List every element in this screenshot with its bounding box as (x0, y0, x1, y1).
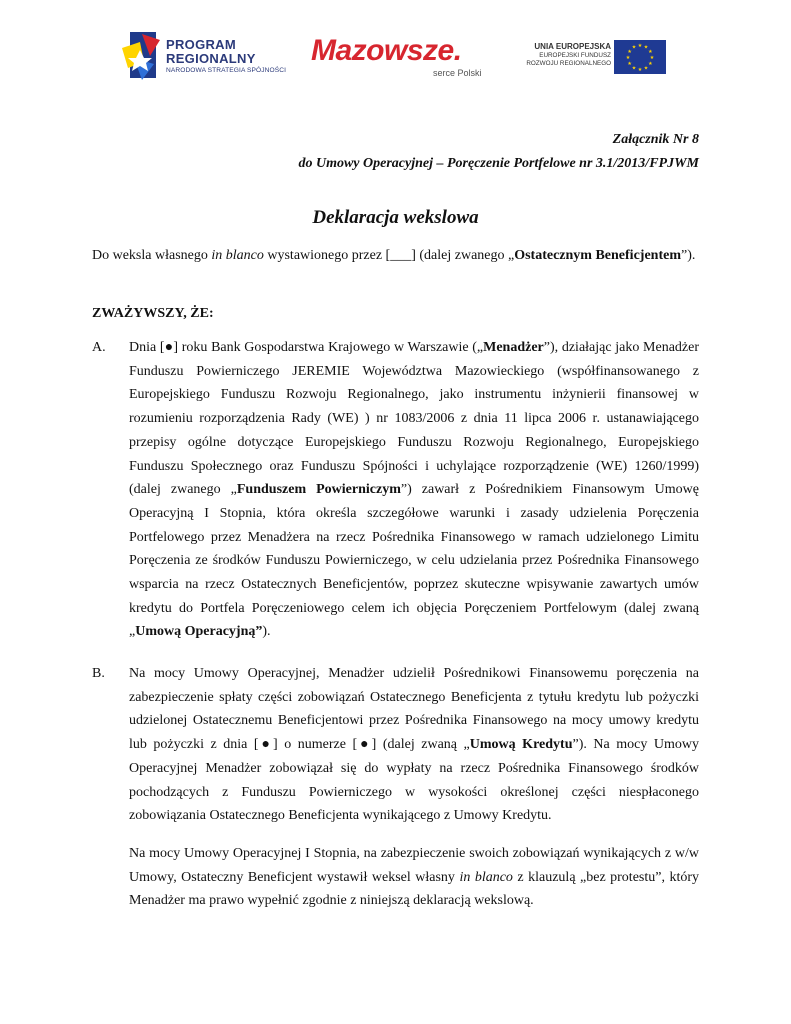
recital-b-p2-t3: z klauzulą „bez protestu”, który Menadżer ma prawo wypełnić zgodnie z niniejszą deklaracją wekslową. (129, 869, 699, 909)
mazowsze-tagline: serce Polski (433, 68, 482, 78)
program-emblem-icon (120, 28, 164, 84)
recital-a-manager-term: Menadżer (483, 340, 544, 355)
program-regionalny-logo (120, 28, 295, 84)
svg-text:★: ★ (637, 43, 643, 49)
svg-text:★: ★ (631, 44, 637, 51)
intro-beneficiary-term: Ostatecznym Beneficjentem (514, 248, 681, 263)
intro-paragraph (92, 244, 699, 268)
svg-text:★: ★ (648, 61, 653, 67)
svg-text:★: ★ (643, 65, 649, 72)
program-line1: PROGRAM (166, 37, 236, 52)
svg-text:★: ★ (643, 44, 649, 51)
program-line3: NARODOWA STRATEGIA SPÓJNOŚCI (166, 67, 287, 74)
svg-text:★: ★ (631, 65, 637, 72)
eu-text (515, 42, 611, 68)
intro-text-5: ”). (681, 248, 696, 263)
recital-a-fund-term: Funduszem Powierniczym (236, 482, 401, 498)
recital-b-label: B. (92, 666, 105, 681)
whereas-heading: ZWAŻYWSZY, ŻE: (92, 306, 214, 321)
eu-line2: EUROPEJSKI FUNDUSZ (539, 52, 611, 59)
recital-b-paragraph-2 (129, 842, 699, 913)
logo-bar (0, 28, 791, 88)
recital-a-agreement-term: Umową Operacyjną” (135, 624, 263, 640)
document-title: Deklaracja wekslowa (312, 207, 479, 228)
recital-b-text (129, 662, 699, 828)
eu-line3: ROZWOJU REGIONALNEGO (526, 60, 611, 67)
intro-text-1: Do weksla własnego (92, 248, 212, 263)
recital-b-credit-term: Umową Kredytu (469, 737, 573, 753)
svg-text:★: ★ (637, 67, 643, 73)
recital-a-t7: ). (262, 624, 271, 640)
eu-flag-icon (614, 40, 666, 74)
annex-reference: do Umowy Operacyjnej – Poręczenie Portfelowe nr 3.1/2013/FPJWM (298, 156, 699, 171)
recital-a-label: A. (92, 340, 106, 355)
program-text (166, 38, 286, 76)
svg-text:★: ★ (648, 49, 653, 55)
recital-a-text (129, 336, 699, 644)
mazowsze-wordmark: Mazowsze. (311, 34, 462, 67)
recital-a-t1: Dnia [●] roku Bank Gospodarstwa Krajowego w Warszawie („ (129, 340, 484, 355)
svg-text:★: ★ (625, 55, 631, 61)
annex-header (298, 128, 699, 176)
eu-logo (515, 40, 675, 80)
recital-a-t5: ”) zawarł z Pośrednikiem Finansowym Umowę Operacyjną I Stopnia, która określa szczegółowe warunki i zasady udzielenia Poręczenia Portfelowego przez Menadżera na rzecz Pośrednika Finansowego w ramach udzielonego Limitu Poręczenia ze środków Funduszu Powierniczego, w celu udzielania przez Pośrednika Finansowego wsparcia na rzecz Ostatecznych Beneficjentów, poprzez skuteczne wpisywanie zawartych umów kredytu do Portfela Poręczeniowego celem ich objęcia Poręczeniem Portfelowym (dalej zwaną „ (129, 482, 699, 640)
intro-text-3: wystawionego przez [___] (dalej zwanego „ (263, 248, 515, 263)
program-line2: REGIONALNY (166, 51, 256, 66)
recital-b-t1: Na mocy Umowy Operacyjnej, Menadżer udzielił Pośrednikowi Finansowemu poręczenia na zabezpieczenie spłaty części zobowiązań Ostatecznego Beneficjenta z tytułu kredytu lub pożyczki udzielonej Ostatecznemu Beneficjentowi przez Pośrednika Finansowego na mocy umowy kredytu lub pożyczki z dnia [●] o numerze [●] (dalej zwaną „ (129, 666, 699, 753)
recital-a-t3: ”), działając jako Menadżer Funduszu Powierniczego JEREMIE Województwa Mazowieckiego (współfinansowanego z Europejskiego Funduszu Rozwoju Regionalnego, jako instrumentu inżynierii finansowej w rozumieniu rozporządzenia Rady (WE) ) nr 1083/2006 z dnia 11 lipca 2006 r. ustanawiającego przepisy ogólne dotyczące Europejskiego Funduszu Rozwoju Regionalnego, Europejskiego Funduszu Społecznego oraz Funduszu Spójności i uchylające rozporządzenie (WE) 1260/1999) (dalej zwanego „ (129, 340, 700, 498)
svg-text:★: ★ (627, 61, 632, 67)
svg-text:★: ★ (649, 55, 655, 61)
annex-number: Załącznik Nr 8 (612, 132, 699, 147)
intro-in-blanco: in blanco (211, 248, 264, 263)
svg-text:★: ★ (627, 49, 632, 55)
recital-b-p2-t1: Na mocy Umowy Operacyjnej I Stopnia, na zabezpieczenie swoich zobowiązań wynikających z w/w Umowy, Ostateczny Beneficjent wystawił weksel własny (129, 846, 699, 885)
recital-b-in-blanco: in blanco (459, 869, 513, 885)
eu-line1: UNIA EUROPEJSKA (534, 42, 611, 51)
recital-b-t3: ”). Na mocy Umowy Operacyjnej Menadżer zobowiązał się do wypłaty na rzecz Pośrednika Finansowego środków pochodzących z Funduszu Powierniczego w wysokości określonej części niespłaconego zobowiązania Ostatecznego Beneficjenta wynikającego z Umowy Kredytu. (129, 737, 699, 824)
mazowsze-logo (311, 34, 491, 84)
